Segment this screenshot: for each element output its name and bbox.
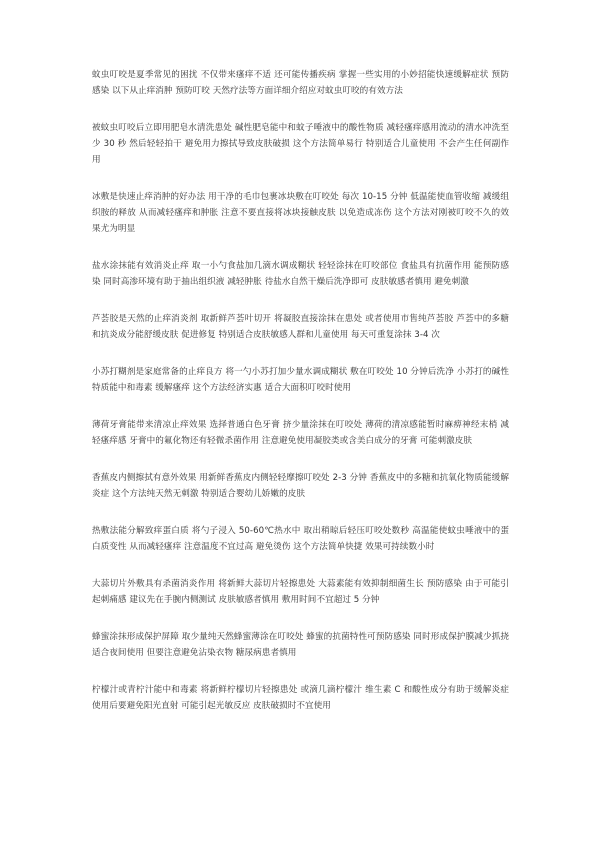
paragraph-banana-peel: 香蕉皮内侧擦拭有意外效果 用新鲜香蕉皮内侧轻轻摩擦叮咬处 2-3 分钟 香蕉皮中的多糖和抗氧化物质能缓解炎症 这个方法纯天然无刺激 特别适合婴幼儿娇嫩的皮肤 <box>92 473 509 499</box>
paragraph-mint-toothpaste: 薄荷牙膏能带来清凉止痒效果 选择普通白色牙膏 挤少量涂抹在叮咬处 薄荷的清凉感能暂时麻痹神经末梢 减轻瘙痒感 牙膏中的氟化物还有轻微杀菌作用 注意避免使用凝胶类或含美白成分的牙膏 可能刺激皮肤 <box>92 420 509 446</box>
paragraph-salt-water: 盐水涂抹能有效消炎止痒 取一小勺食盐加几滴水调成糊状 轻轻涂抹在叮咬部位 食盐具有抗菌作用 能预防感染 同时高渗环境有助于抽出组织液 减轻肿胀 待盐水自然干燥后洗净即可 皮肤敏感者慎用 避免刺激 <box>92 261 509 287</box>
paragraph-heat-compress: 热敷法能分解致痒蛋白质 将勺子浸入 50-60℃热水中 取出稍晾后轻压叮咬处数秒 高温能使蚊虫唾液中的蛋白质变性 从而减轻瘙痒 注意温度不宜过高 避免烫伤 这个方法简单快捷 效果可持续数小时 <box>92 526 509 552</box>
paragraph-garlic: 大蒜切片外敷具有杀菌消炎作用 将新鲜大蒜切片轻擦患处 大蒜素能有效抑制细菌生长 预防感染 由于可能引起刺痛感 建议先在手腕内侧测试 皮肤敏感者慎用 敷用时间不宜超过 5 分钟 <box>92 579 509 605</box>
paragraph-ice-compress: 冰敷是快速止痒消肿的好办法 用干净的毛巾包裹冰块敷在叮咬处 每次 10-15 分钟 低温能使血管收缩 减缓组织胺的释放 从而减轻瘙痒和肿胀 注意不要直接将冰块接触皮肤 以免造成冻伤 这个方法对刚被叮咬不久的效果尤为明显 <box>92 192 509 234</box>
paragraph-honey: 蜂蜜涂抹形成保护屏障 取少量纯天然蜂蜜薄涂在叮咬处 蜂蜜的抗菌特性可预防感染 同时形成保护膜减少抓挠 适合夜间使用 但要注意避免沾染衣物 糖尿病患者慎用 <box>92 632 509 658</box>
document-body <box>92 67 509 714</box>
paragraph-lemon: 柠檬汁或青柠汁能中和毒素 将新鲜柠檬切片轻擦患处 或滴几滴柠檬汁 维生素 C 和酸性成分有助于缓解炎症 使用后要避免阳光直射 可能引起光敏反应 皮肤破损时不宜使用 <box>92 685 509 711</box>
paragraph-soap-wash: 被蚊虫叮咬后立即用肥皂水清洗患处 碱性肥皂能中和蚊子唾液中的酸性物质 减轻瘙痒感用流动的清水冲洗至少 30 秒 然后轻轻拍干 避免用力擦拭导致皮肤破损 这个方法简单易行 特别适合儿童使用 不会产生任何副作用 <box>92 123 509 165</box>
paragraph-baking-soda: 小苏打糊剂是家庭常备的止痒良方 将一勺小苏打加少量水调成糊状 敷在叮咬处 10 分钟后洗净 小苏打的碱性特质能中和毒素 缓解瘙痒 这个方法经济实惠 适合大面积叮咬时使用 <box>92 367 509 393</box>
paragraph-intro: 蚊虫叮咬是夏季常见的困扰 不仅带来瘙痒不适 还可能传播疾病 掌握一些实用的小妙招能快速缓解症状 预防感染 以下从止痒消肿 预防叮咬 天然疗法等方面详细介绍应对蚊虫叮咬的有效方法 <box>92 70 509 96</box>
paragraph-aloe-gel: 芦荟胶是天然的止痒消炎剂 取新鲜芦荟叶切开 将凝胶直接涂抹在患处 或者使用市售纯芦荟胶 芦荟中的多糖和抗炎成分能舒缓皮肤 促进修复 特别适合皮肤敏感人群和儿童使用 每天可重复涂抹 3-4 次 <box>92 314 509 340</box>
